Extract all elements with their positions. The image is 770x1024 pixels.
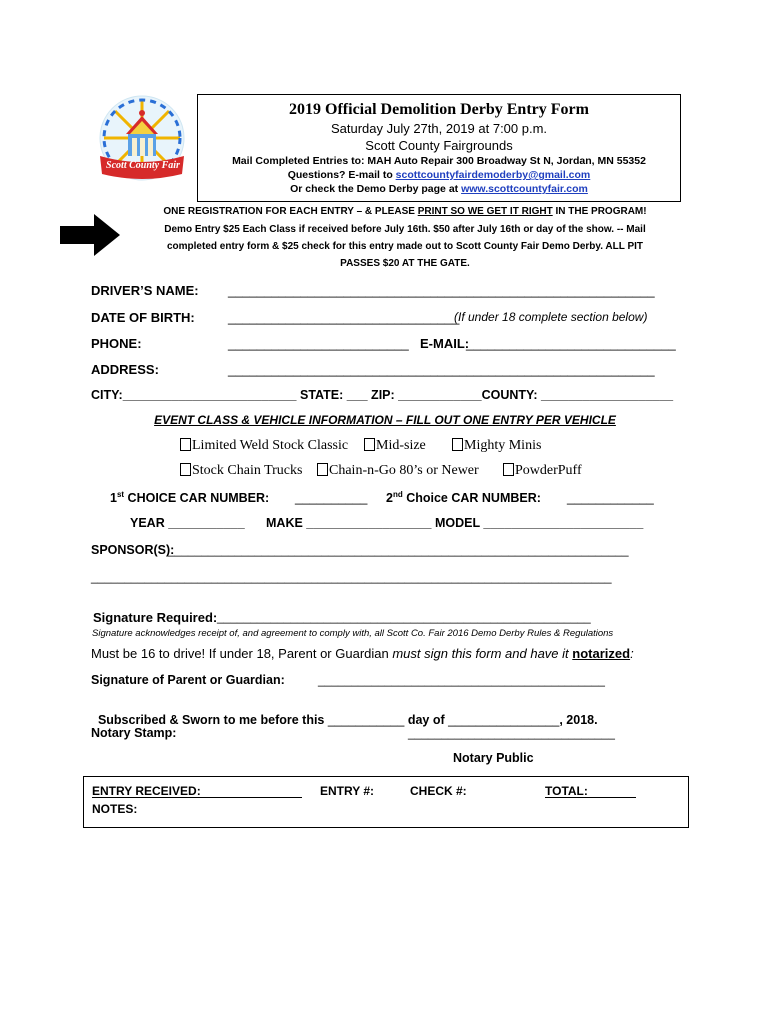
first-choice-label [110,490,269,505]
ordinal-suffix: nd [392,490,403,499]
minor-text: Must be 16 to drive! If under 18, Parent or Guardian [91,646,393,661]
sworn-text-a: Subscribed & Sworn to me before this [97,713,328,727]
sponsor-field-1[interactable]: _____________________________________________________________________ [168,543,629,557]
class-label: Limited Weld Stock Classic [192,438,349,453]
sworn-month-field[interactable]: ________________ [448,713,560,727]
website-prefix: Or check the Demo Derby page at [290,183,462,195]
minor-notice [91,646,634,661]
event-location: Scott County Fairgrounds [365,138,513,153]
check-number-label: CHECK #: [410,784,467,798]
questions-line [197,169,681,181]
year-field[interactable]: YEAR ___________ [130,516,245,530]
notes-label: NOTES: [92,802,138,816]
website-line [197,183,681,195]
class-option-powderpuff[interactable] [503,463,582,479]
notice-line-3: completed entry form & $25 check for this entry made out to Scott County Fair Demo Derby. ALL PIT [166,241,643,252]
class-option-mid-size[interactable] [364,438,426,454]
driver-name-label: DRIVER’S NAME: [91,283,199,298]
notary-public-label: Notary Public [453,751,534,765]
notice-text-b: IN THE PROGRAM! [552,206,647,217]
class-label: Stock Chain Trucks [192,463,303,478]
model-field[interactable]: MODEL _______________________ [435,516,644,530]
checkbox[interactable] [452,438,463,451]
address-label: ADDRESS: [91,362,159,377]
website-link[interactable]: www.scottcountyfair.com [461,183,588,195]
notice-line-2: Demo Entry $25 Each Class if received before July 16th. $50 after July 16th or day of the show. -- Mail [164,224,646,235]
email-link[interactable]: scottcountyfairdemoderby@gmail.com [395,169,591,181]
sponsor-field-2[interactable]: ______________________________________________________________________________ [91,570,612,584]
ordinal: 1 [110,491,117,506]
notice-text-underline: PRINT SO WE GET IT RIGHT [417,206,553,217]
checkbox[interactable] [503,463,514,476]
dob-note: (If under 18 complete section below) [454,310,648,324]
questions-prefix: Questions? E-mail to [287,169,396,181]
class-option-stock-chain-trucks[interactable] [180,463,302,479]
sworn-day-field[interactable]: ___________ [327,713,405,727]
minor-text-end: : [630,646,634,661]
notice-line-1 [130,206,680,217]
parent-signature-field[interactable]: ___________________________________________ [318,673,605,687]
sworn-text-c: , 2018. [559,713,598,727]
event-heading: EVENT CLASS & VEHICLE INFORMATION – FILL OUT ONE ENTRY PER VEHICLE [154,413,616,427]
class-label: PowderPuff [515,463,582,478]
entry-received-label: ENTRY RECEIVED: [92,784,201,798]
carousel-icon [96,94,188,186]
email-field[interactable]: _____________________________ [466,336,676,351]
checkbox[interactable] [317,463,328,476]
signature-label: Signature Required: [93,610,218,625]
address-field[interactable]: ___________________________________________________________ [228,362,655,377]
dob-field[interactable]: ________________________________ [228,310,460,325]
class-label: Chain-n-Go 80’s or Newer [329,463,479,478]
checkbox[interactable] [180,463,191,476]
event-datetime: Saturday July 27th, 2019 at 7:00 p.m. [330,121,548,136]
class-label: Mid-size [376,438,426,453]
driver-name-field[interactable]: ___________________________________________________________ [228,283,655,298]
mail-address: Mail Completed Entries to: MAH Auto Repair 300 Broadway St N, Jordan, MN 55352 [232,155,646,167]
phone-field[interactable]: _________________________ [228,336,409,351]
notice-line-4: PASSES $20 AT THE GATE. [340,258,470,269]
logo-text: Scott County Fair [106,160,180,171]
minor-text-italic: must sign this form and have it [392,646,573,661]
form-title: 2019 Official Demolition Derby Entry Form [289,101,589,118]
parent-signature-label: Signature of Parent or Guardian: [91,673,285,687]
notice-text-a: ONE REGISTRATION FOR EACH ENTRY – & PLEASE [163,206,418,217]
sworn-text-b: day of [404,713,449,727]
entry-number-label: ENTRY #: [320,784,375,798]
notary-stamp-label: Notary Stamp: [91,726,177,740]
make-field[interactable]: MAKE __________________ [266,516,432,530]
total-underline [545,797,636,798]
checkbox[interactable] [180,438,191,451]
ordinal: 2 [386,491,393,506]
signature-note: Signature acknowledges receipt of, and agreement to comply with, all Scott Co. Fair 2016 Demo Derby Rules & Regulations [92,628,614,639]
phone-label: PHONE: [91,336,142,351]
label-text: CHOICE CAR NUMBER: [124,491,270,506]
second-choice-label [386,490,541,505]
sworn-row [91,699,598,727]
class-option-mighty-minis[interactable] [452,438,541,454]
arrow-right-icon [60,214,120,261]
signature-field[interactable]: ________________________________________________________ [217,610,591,624]
label-text: Choice CAR NUMBER: [402,491,541,506]
entry-received-underline [92,797,302,798]
ordinal-suffix: st [116,490,125,499]
city-state-zip-row[interactable]: CITY:_________________________ STATE: ___ ZIP: ____________COUNTY: ___________________ [91,388,674,402]
class-option-chain-n-go[interactable] [317,463,479,479]
total-label: TOTAL: [545,784,588,798]
first-choice-field[interactable]: __________ [295,490,368,505]
sponsor-label: SPONSOR(S): [91,543,175,557]
class-label: Mighty Minis [464,438,542,453]
fair-logo [96,94,188,186]
email-label: E-MAIL: [420,336,470,351]
checkbox[interactable] [364,438,375,451]
notary-field[interactable]: _______________________________ [408,726,615,740]
class-option-limited-weld[interactable] [180,438,348,454]
dob-label: DATE OF BIRTH: [91,310,195,325]
notarized-text: notarized [572,646,631,661]
second-choice-field[interactable]: ____________ [567,490,654,505]
